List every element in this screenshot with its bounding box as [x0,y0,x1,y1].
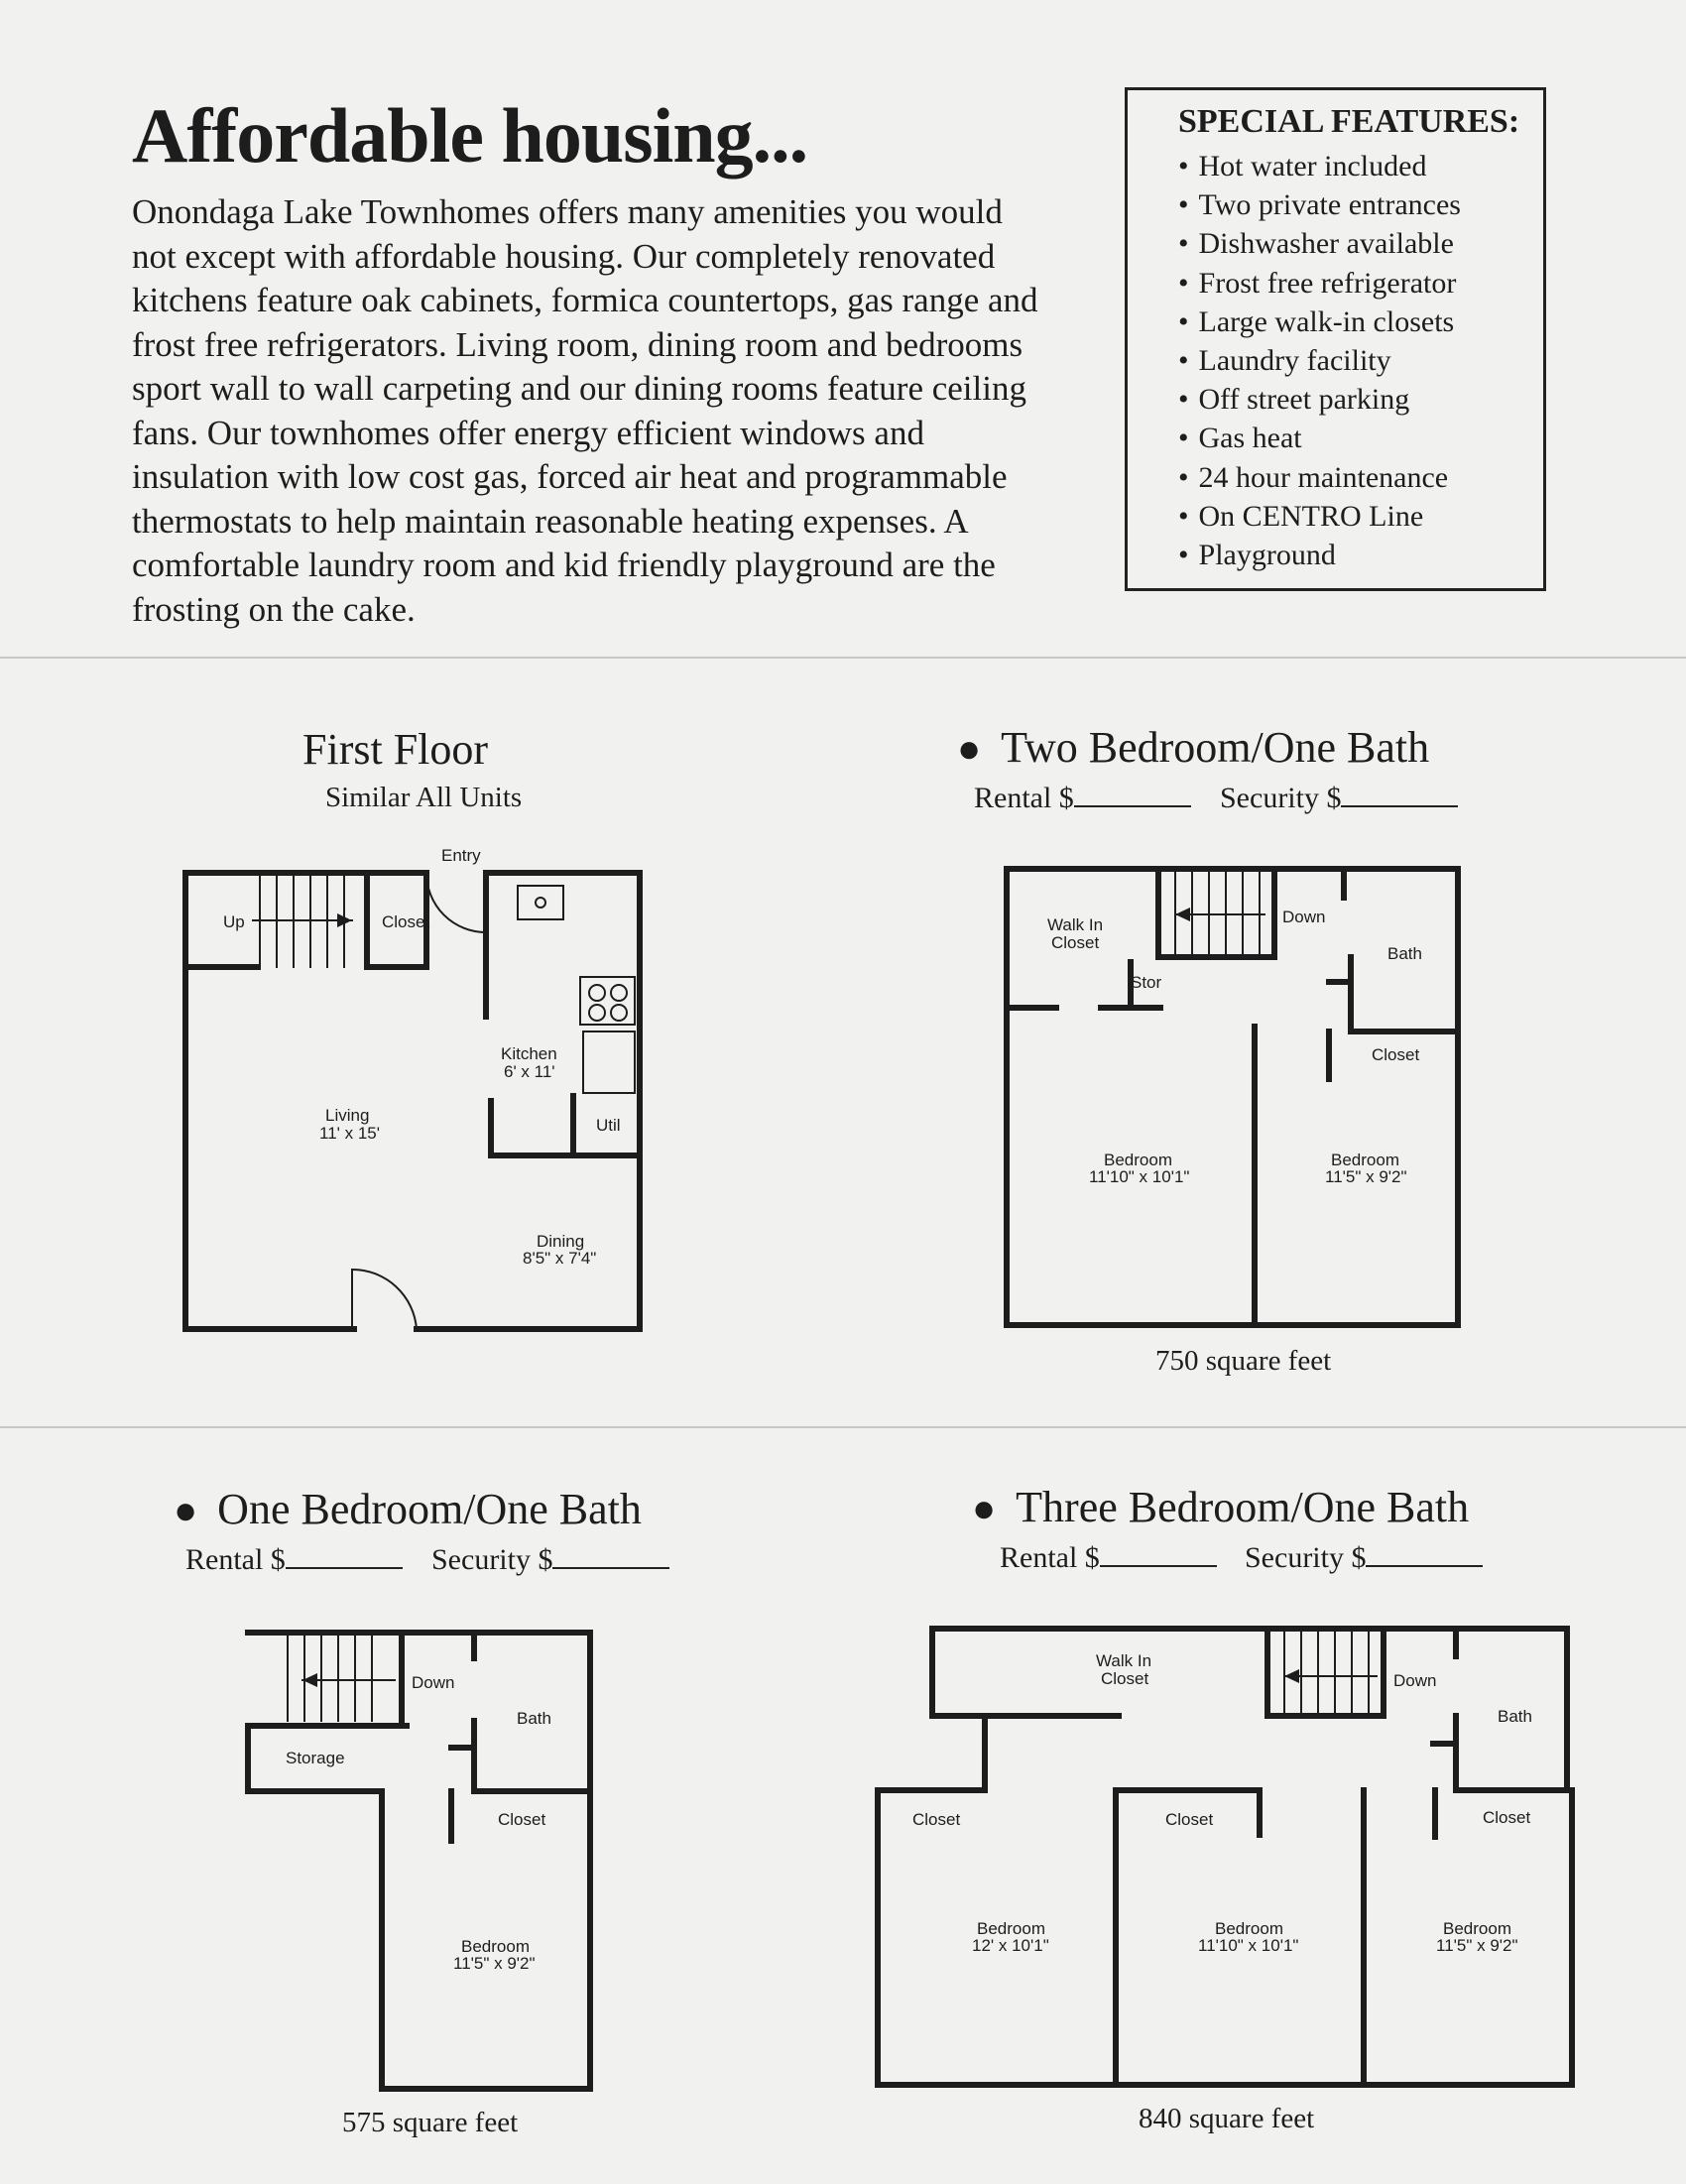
walkin-label: Walk In [1047,915,1104,934]
first-floor-subtitle: Similar All Units [325,782,523,813]
feature-item: • Gas heat [1178,419,1461,457]
walkin-label: Walk In [1096,1651,1152,1670]
bedroom-dim: 11'10" x 10'1" [1198,1936,1299,1955]
storage-label: Storage [286,1749,345,1767]
entry-label: Entry [441,846,481,865]
closet-label: Closet [382,912,430,931]
feature-item: • Frost free refrigerator [1178,264,1461,303]
bedroom-label: Bedroom [1215,1919,1283,1938]
living-label: Living [325,1106,370,1125]
feature-item: • Off street parking [1178,380,1461,419]
bullet-icon: ● [972,1486,997,1530]
bedroom-label: Bedroom [461,1937,530,1956]
three-bedroom-title-text: Three Bedroom/One Bath [1016,1483,1470,1531]
bedroom-dim: 11'5" x 9'2" [1325,1167,1407,1186]
rental-label: Rental $ [185,1543,286,1576]
first-floor-title: First Floor [302,725,489,774]
util-label: Util [596,1116,621,1135]
security-label: Security $ [1220,782,1342,814]
closet-label: Closet [1165,1810,1214,1829]
living-dim: 11' x 15' [319,1124,380,1143]
arrow-left-icon [1175,908,1190,921]
one-bedroom-details [288,1633,395,1721]
intro-paragraph: Onondaga Lake Townhomes offers many amenities you would not except with affordable housing. Our completely renovated kitchens feature oak cabinets, formica countertops, gas range and frost free refrigerators. Living room, dining room and bedrooms sport wall to wall carpeting and our dining rooms feature ceiling fans. Our townhomes offer energy efficient windows and insulation with low cost gas, forced air heat and programmable thermostats to help maintain reasonable heating expenses. A comfortable laundry room and kid friendly playground are the frosting on the cake. [132,192,1038,629]
up-label: Up [223,912,245,931]
feature-item: • Laundry facility [1178,341,1461,380]
feature-item: • Playground [1178,536,1461,574]
closet-label: Closet [1483,1808,1531,1827]
down-label: Down [1393,1671,1437,1690]
closet-label: Closet [912,1810,961,1829]
feature-item: • Two private entrances [1178,185,1461,224]
stor-label: Stor [1131,973,1162,992]
rental-label: Rental $ [974,782,1074,814]
page-headline: Affordable housing... [132,92,808,179]
one-bedroom-plan [248,1633,590,2089]
arrow-left-icon [1284,1669,1299,1683]
closet-label: Closet [498,1810,546,1829]
bedroom-dim: 11'10" x 10'1" [1089,1167,1190,1186]
bedroom-dim: 11'5" x 9'2" [453,1954,536,1973]
walkin-label-2: Closet [1051,933,1100,952]
two-bedroom-sqft: 750 square feet [1155,1345,1332,1377]
bath-label: Bath [517,1709,551,1728]
one-bedroom-title-text: One Bedroom/One Bath [217,1485,642,1533]
closet-label: Closet [1372,1045,1420,1064]
one-bedroom-sqft: 575 square feet [342,2107,519,2138]
feature-item: • On CENTRO Line [1178,497,1461,536]
bedroom-label: Bedroom [1331,1151,1399,1169]
bedroom-label: Bedroom [1443,1919,1511,1938]
feature-item: • Hot water included [1178,147,1461,185]
bath-label: Bath [1387,944,1422,963]
kitchen-dim: 6' x 11' [504,1062,555,1081]
walkin-label-2: Closet [1101,1669,1149,1688]
bedroom-dim: 11'5" x 9'2" [1436,1936,1518,1955]
two-bedroom-title-text: Two Bedroom/One Bath [1001,723,1430,772]
bullet-icon: ● [174,1488,198,1532]
feature-item: • Large walk-in closets [1178,303,1461,341]
down-label: Down [412,1673,455,1692]
feature-item: • 24 hour maintenance [1178,458,1461,497]
three-bedroom-sqft: 840 square feet [1139,2103,1315,2134]
bedroom-label: Bedroom [977,1919,1045,1938]
security-label: Security $ [431,1543,553,1576]
special-features-title: SPECIAL FEATURES: [1178,103,1520,140]
rental-label: Rental $ [1000,1541,1100,1574]
stair-arrows [302,908,1299,1687]
bedroom-dim: 12' x 10'1" [972,1936,1049,1955]
dining-dim: 8'5" x 7'4" [523,1249,597,1268]
bath-label: Bath [1498,1707,1532,1726]
bullet-icon: ● [957,726,982,771]
down-label: Down [1282,908,1326,926]
dining-label: Dining [537,1232,585,1251]
feature-item: • Dishwasher available [1178,224,1461,263]
kitchen-label: Kitchen [501,1044,557,1063]
bedroom-label: Bedroom [1104,1151,1172,1169]
security-label: Security $ [1245,1541,1367,1574]
three-bedroom-plan [878,1629,1572,2085]
